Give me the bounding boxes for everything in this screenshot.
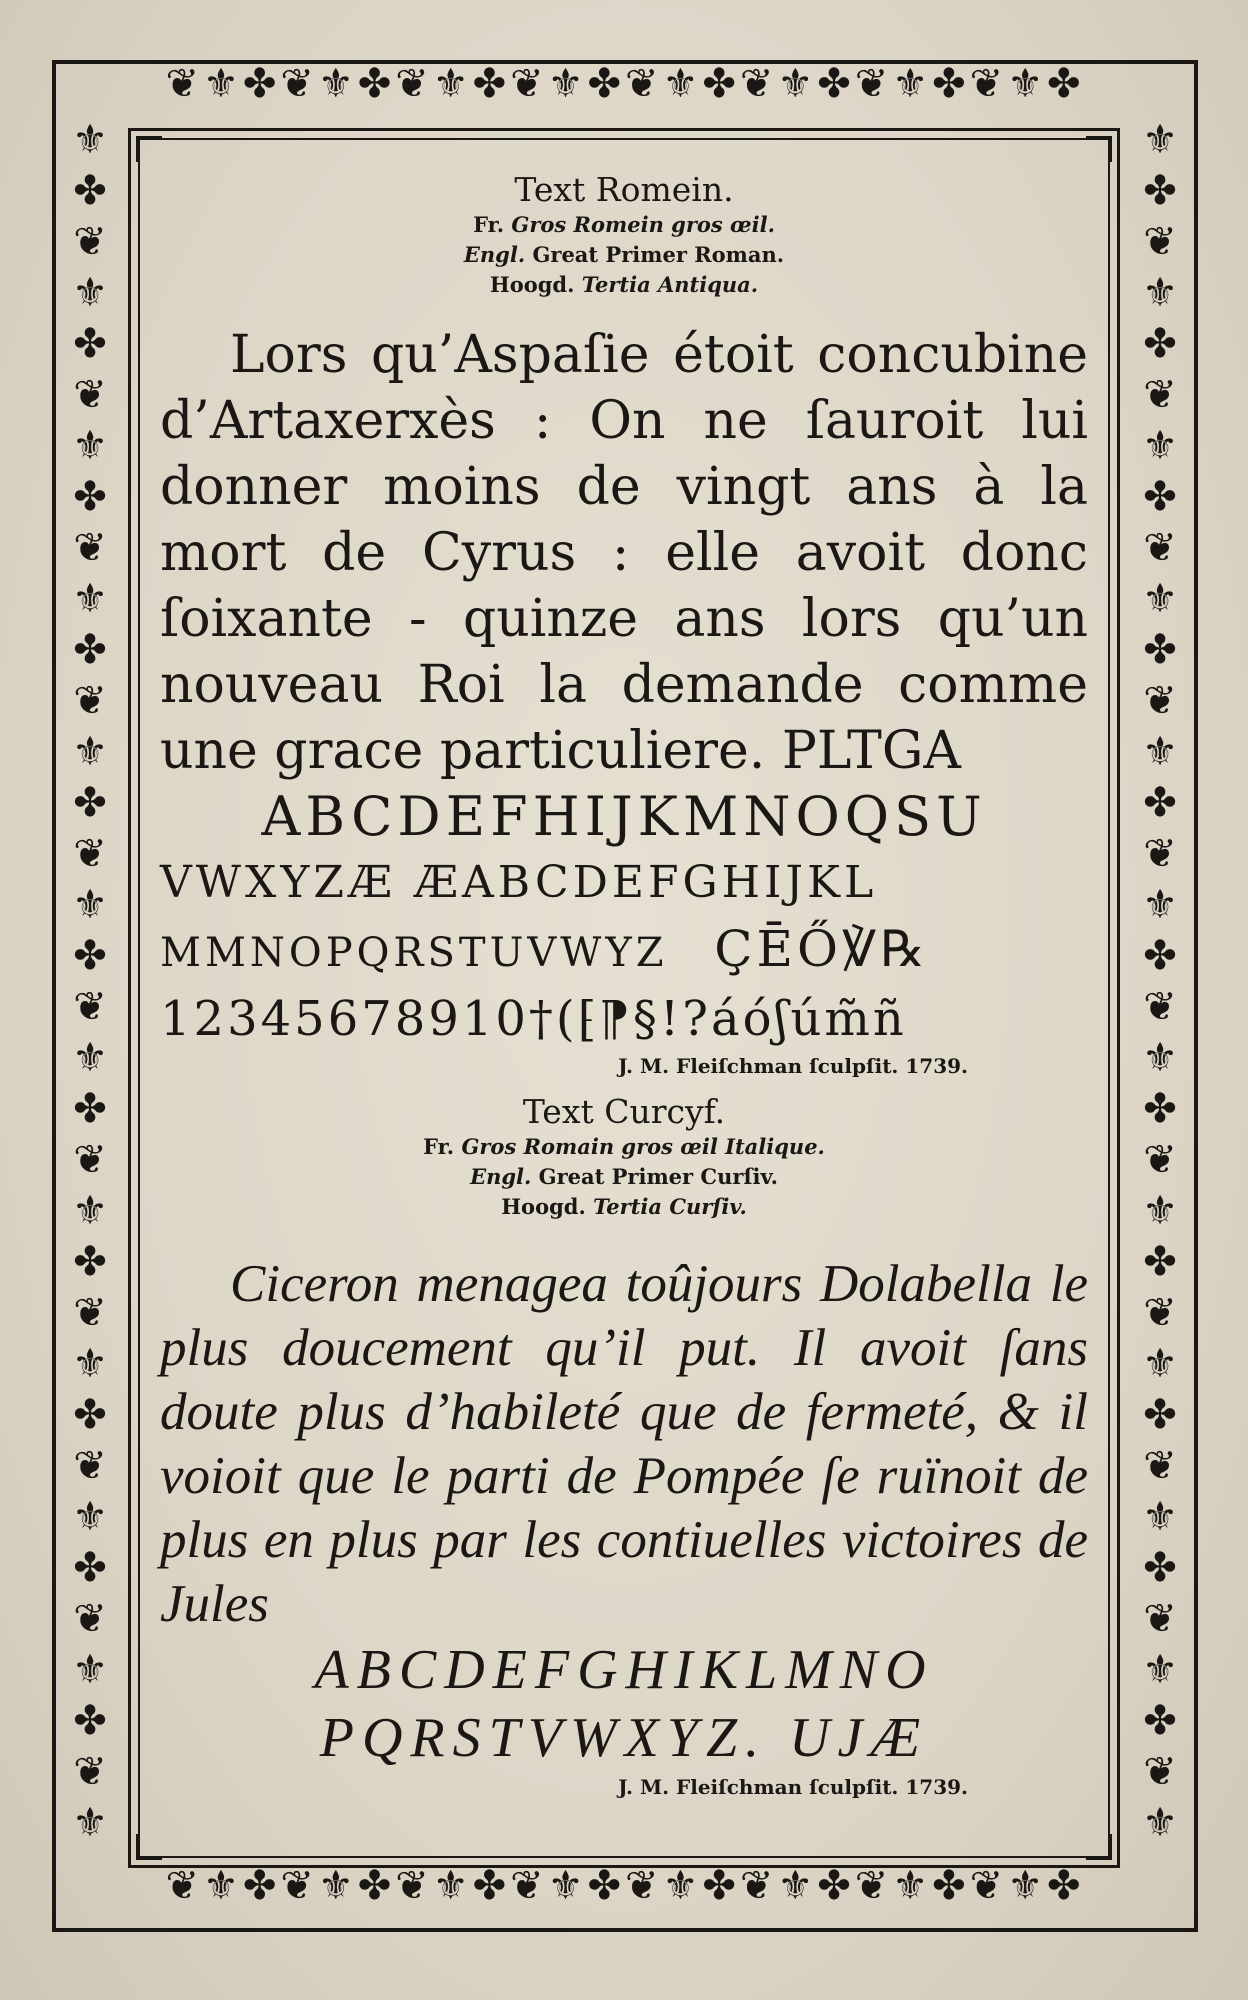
ornament-glyph: ✤ xyxy=(73,780,107,826)
ornament-glyph: ❦ xyxy=(73,1290,107,1336)
ornament-glyph: ⚜ xyxy=(1142,1647,1178,1693)
ornament-glyph: ⚜ xyxy=(1142,1494,1178,1540)
ornament-glyph: ✤ xyxy=(1143,168,1177,214)
ornament-glyph: ❦ xyxy=(73,219,107,265)
ornament-glyph: ✤ xyxy=(73,474,107,520)
ornament-glyph: ❦ xyxy=(1143,1443,1177,1489)
ornament-glyph: ❦ xyxy=(73,1137,107,1183)
ornament-glyph: ⚜ xyxy=(1142,120,1178,163)
ornament-glyph: ✤ xyxy=(1143,321,1177,367)
ornament-glyph: ✤ xyxy=(1143,1086,1177,1132)
curcyf-signature: J. M. Fleiſchman ſculpſit. 1739. xyxy=(618,1775,968,1799)
ornament-glyph: ⚜ xyxy=(1142,882,1178,928)
curcyf-engl-line: Engl. Great Primer Curſiv. xyxy=(470,1164,778,1189)
corner-mark-bottom-right xyxy=(1086,1834,1112,1860)
ornament-glyph: ✤ xyxy=(73,1086,107,1132)
corner-mark-top-left xyxy=(136,136,162,162)
romain-caps-line-2: VWXYZÆ ÆABCDEFGHIJKL xyxy=(160,857,878,908)
ornament-glyph: ✤ xyxy=(73,321,107,367)
ornament-glyph: ❦ xyxy=(1143,678,1177,724)
curcyf-caps-line-2: PQRSTVWXYZ. UJÆ xyxy=(319,1707,929,1769)
ornament-glyph: ❦ xyxy=(73,372,107,418)
ornament-glyph: ⚜ xyxy=(1142,1035,1178,1081)
ornament-glyph: ❦ xyxy=(1143,831,1177,877)
ornament-glyph: ❦ xyxy=(1143,372,1177,418)
romain-engl-line: Engl. Great Primer Roman. xyxy=(463,242,785,267)
ornament-glyph: ⚜ xyxy=(72,1800,108,1846)
ornament-glyph: ⚜ xyxy=(1142,423,1178,469)
ornament-glyph: ✤ xyxy=(1143,1239,1177,1285)
ornament-glyph: ❦ xyxy=(73,678,107,724)
curcyf-header xyxy=(160,1092,1088,1222)
ornament-glyph: ✤ xyxy=(73,1545,107,1591)
romain-title: Text Romein. xyxy=(514,170,734,209)
ornament-glyph: ✤ xyxy=(73,1239,107,1285)
ornament-glyph: ✤ xyxy=(1143,1698,1177,1744)
ornament-right-strip xyxy=(1128,120,1192,1866)
curcyf-fr-line: Fr. Gros Romain gros œil Italique. xyxy=(423,1134,825,1159)
ornament-glyph: ❦ xyxy=(1143,984,1177,1030)
romain-paragraph: Lors qu’Aspaſie étoit concubine d’Artaxerxès : On ne ſauroit lui donner moins de vingt ans à la mort de Cyrus : elle avoit donc ſoixante - quinze ans lors qu’un nouveau Roi la demande comme une grace particuliere. PLTGA xyxy=(160,325,1088,781)
romain-header xyxy=(160,170,1088,300)
ornament-glyph: ⚜ xyxy=(72,729,108,775)
curcyf-hoogd-line: Hoogd. Tertia Curſiv. xyxy=(501,1194,747,1219)
corner-mark-bottom-left xyxy=(136,1834,162,1860)
ornament-bottom-strip: ❦⚜✤❦⚜✤❦⚜✤❦⚜✤❦⚜✤❦⚜✤❦⚜✤❦⚜✤ xyxy=(165,1866,1085,1909)
ornament-glyph: ⚜ xyxy=(72,1494,108,1540)
ornament-glyph: ❦ xyxy=(73,1596,107,1642)
ornament-glyph: ❦ xyxy=(73,984,107,1030)
romain-caps-line-3-b: ÇĒŐ℣℞ xyxy=(714,920,930,978)
curcyf-paragraph: Ciceron menagea toûjours Dolabella le plus doucement qu’il put. Il avoit ſans doute plus d’habileté que de fermeté, & il voioit que le parti de Pompée ſe ruïnoit de plus en plus par les contiuelles victoires de Jules xyxy=(160,1255,1088,1633)
ornament-glyph: ⚜ xyxy=(72,1341,108,1387)
ornament-glyph: ❦ xyxy=(73,525,107,571)
ornament-glyph: ⚜ xyxy=(72,423,108,469)
ornament-glyph: ⚜ xyxy=(1142,270,1178,316)
curcyf-caps-line-1: ABCDEFGHIKLMNO xyxy=(314,1639,934,1701)
ornament-glyph: ❦ xyxy=(1143,1290,1177,1336)
specimen-content xyxy=(160,170,1088,1802)
ornament-glyph: ⚜ xyxy=(1142,1800,1178,1846)
ornament-glyph: ✤ xyxy=(73,1698,107,1744)
ornament-glyph: ✤ xyxy=(1143,780,1177,826)
ornament-glyph: ⚜ xyxy=(72,120,108,163)
ornament-glyph: ✤ xyxy=(1143,627,1177,673)
ornament-glyph: ❦ xyxy=(1143,525,1177,571)
ornament-glyph: ⚜ xyxy=(1142,576,1178,622)
romain-caps-line-3-a: MMNOPQRSTUVWYZ xyxy=(160,930,668,976)
ornament-glyph: ⚜ xyxy=(1142,729,1178,775)
ornament-glyph: ❦ xyxy=(73,1443,107,1489)
ornament-glyph: ❦ xyxy=(1143,1137,1177,1183)
ornament-glyph: ❦ xyxy=(73,831,107,877)
ornament-glyph: ⚜ xyxy=(72,882,108,928)
ornament-glyph: ✤ xyxy=(73,168,107,214)
ornament-glyph: ⚜ xyxy=(72,1035,108,1081)
corner-mark-top-right xyxy=(1086,136,1112,162)
ornament-top-strip: ❦⚜✤❦⚜✤❦⚜✤❦⚜✤❦⚜✤❦⚜✤❦⚜✤❦⚜✤ xyxy=(165,64,1085,107)
ornament-glyph: ❦ xyxy=(1143,219,1177,265)
ornament-glyph: ✤ xyxy=(73,933,107,979)
ornament-glyph: ✤ xyxy=(73,627,107,673)
ornament-left-strip xyxy=(58,120,122,1866)
ornament-glyph: ⚜ xyxy=(72,576,108,622)
romain-signature: J. M. Fleiſchman ſculpſit. 1739. xyxy=(618,1054,968,1078)
romain-paragraph-block xyxy=(160,322,1088,784)
curcyf-paragraph-block xyxy=(160,1252,1088,1636)
ornament-glyph: ✤ xyxy=(1143,1545,1177,1591)
ornament-glyph: ⚜ xyxy=(72,270,108,316)
ornament-glyph: ✤ xyxy=(1143,933,1177,979)
ornament-glyph: ✤ xyxy=(1143,474,1177,520)
ornament-glyph: ✤ xyxy=(73,1392,107,1438)
romain-digits-line: 12345678910†(⁅⁋§!?áóʃúm̃ñ xyxy=(160,991,907,1047)
ornament-glyph: ⚜ xyxy=(72,1647,108,1693)
ornament-glyph: ✤ xyxy=(1143,1392,1177,1438)
ornament-glyph: ⚜ xyxy=(1142,1188,1178,1234)
ornament-glyph: ❦ xyxy=(1143,1749,1177,1795)
romain-caps-line-3 xyxy=(160,916,1088,986)
curcyf-title: Text Curcyf. xyxy=(522,1092,726,1131)
romain-fr-line: Fr. Gros Romein gros œil. xyxy=(473,212,775,237)
ornament-glyph: ❦ xyxy=(1143,1596,1177,1642)
romain-caps-line-1: ABCDEFHIJKMNOQSU xyxy=(261,785,987,848)
ornament-glyph: ⚜ xyxy=(1142,1341,1178,1387)
ornament-glyph: ❦ xyxy=(73,1749,107,1795)
ornament-glyph: ⚜ xyxy=(72,1188,108,1234)
romain-hoogd-line: Hoogd. Tertia Antiqua. xyxy=(489,272,759,297)
